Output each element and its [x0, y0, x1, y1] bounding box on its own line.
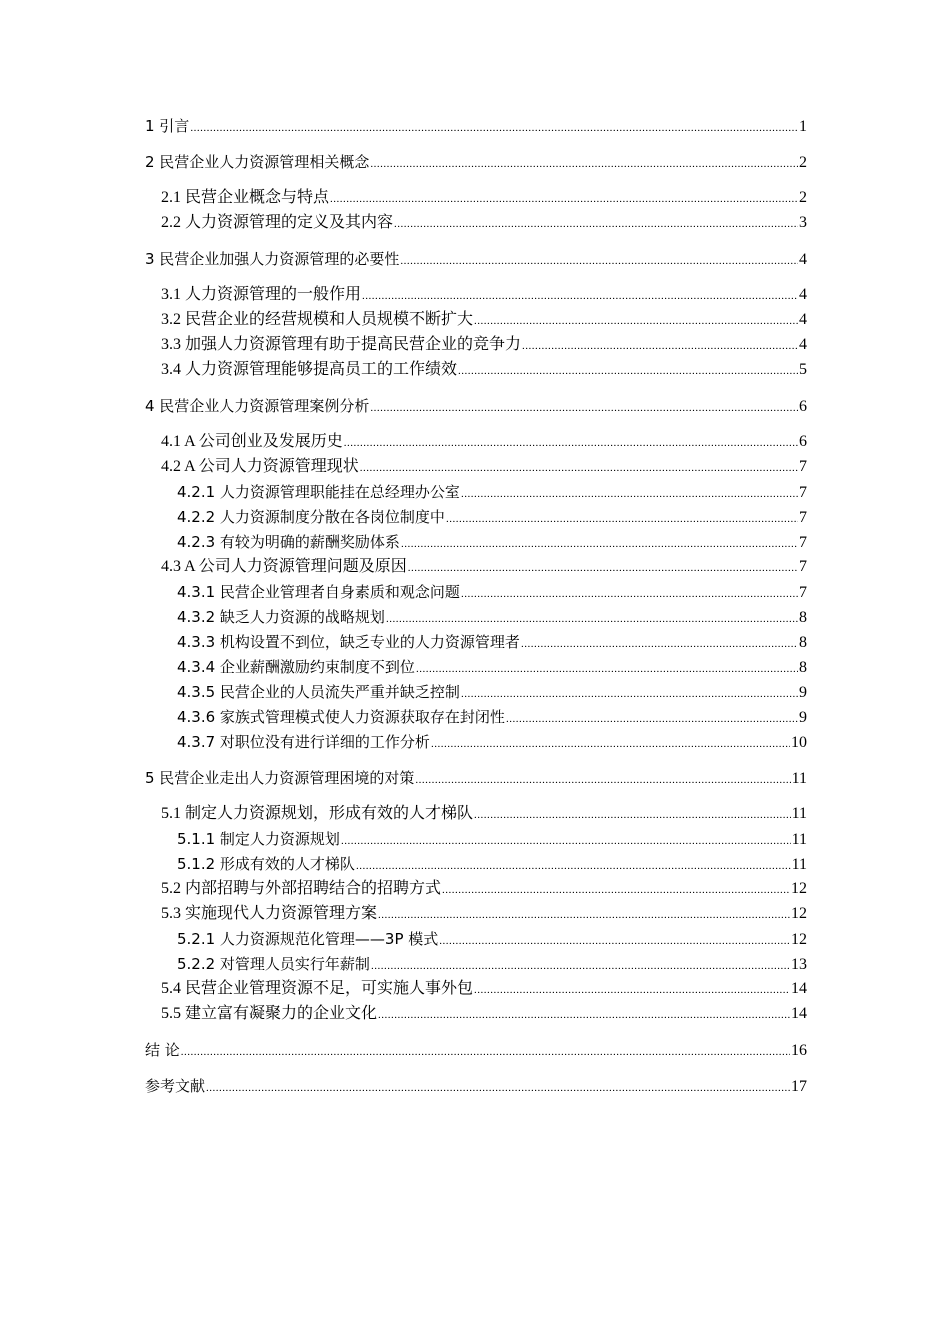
dot-leader: [521, 634, 798, 654]
toc-entry-page-number: 4: [799, 251, 807, 268]
toc-entry[interactable]: [145, 768, 807, 788]
dot-leader: [408, 558, 798, 578]
toc-entry-title: 5.2.1 人力资源规范化管理——3P 模式: [177, 930, 439, 948]
dot-leader: [330, 189, 798, 209]
toc-entry-page-number: 12: [791, 905, 807, 922]
toc-entry-title: 3 民营企业加强人力资源管理的必要性: [145, 250, 400, 268]
toc-entry-title: 4.1 A 公司创业及发展历史: [161, 433, 343, 450]
toc-entry-title: 1 引言: [145, 117, 190, 135]
dot-leader: [344, 433, 798, 453]
dot-leader: [522, 336, 798, 356]
toc-entry[interactable]: [145, 879, 807, 899]
table-of-contents: [145, 116, 807, 1096]
toc-entry-title: 5.2.2 对管理人员实行年薪制: [177, 955, 370, 973]
toc-entry-title: 4.3.4 企业薪酬激励约束制度不到位: [177, 658, 415, 676]
dot-leader: [442, 880, 790, 900]
toc-entry-title: 4.3.3 机构设置不到位，缺乏专业的人力资源管理者: [177, 633, 520, 651]
toc-entry-title: 4.2 A 公司人力资源管理现状: [161, 458, 359, 475]
toc-entry-page-number: 7: [799, 458, 807, 475]
toc-entry[interactable]: [145, 507, 807, 527]
toc-entry[interactable]: [145, 804, 807, 824]
dot-leader: [190, 118, 798, 138]
toc-entry[interactable]: [145, 632, 807, 652]
toc-entry-page-number: 4: [799, 311, 807, 328]
toc-entry-title: 结 论: [145, 1041, 180, 1059]
toc-entry-page-number: 14: [791, 1005, 807, 1022]
toc-entry[interactable]: [145, 152, 807, 172]
toc-entry-page-number: 2: [799, 154, 807, 171]
toc-entry-page-number: 6: [799, 433, 807, 450]
toc-entry-page-number: 7: [799, 584, 807, 601]
dot-leader: [371, 956, 790, 976]
dot-leader: [370, 398, 798, 418]
toc-entry-title: 5.4 民营企业管理资源不足，可实施人事外包: [161, 980, 474, 997]
toc-entry-page-number: 7: [799, 558, 807, 575]
toc-entry-title: 5.1.2 形成有效的人才梯队: [177, 855, 355, 873]
dot-leader: [431, 734, 790, 754]
toc-entry-page-number: 10: [791, 734, 807, 751]
toc-entry[interactable]: [145, 249, 807, 269]
toc-entry[interactable]: [145, 457, 807, 477]
toc-entry[interactable]: [145, 1004, 807, 1024]
dot-leader: [378, 1005, 790, 1025]
dot-leader: [506, 709, 798, 729]
toc-entry-title: 5.5 建立富有凝聚力的企业文化: [161, 1005, 378, 1022]
toc-entry[interactable]: [145, 213, 807, 233]
toc-entry[interactable]: [145, 954, 807, 974]
toc-entry[interactable]: [145, 929, 807, 949]
toc-entry[interactable]: [145, 285, 807, 305]
toc-entry-page-number: 11: [791, 856, 807, 873]
toc-entry-title: 5.2 内部招聘与外部招聘结合的招聘方式: [161, 880, 442, 897]
toc-entry-page-number: 11: [791, 805, 807, 822]
toc-entry-title: 3.4 人力资源管理能够提高员工的工作绩效: [161, 361, 458, 378]
toc-entry[interactable]: [145, 557, 807, 577]
toc-entry-page-number: 8: [799, 609, 807, 626]
dot-leader: [341, 831, 791, 851]
toc-entry[interactable]: [145, 1040, 807, 1060]
toc-entry-title: 5.1 制定人力资源规划，形成有效的人才梯队: [161, 805, 474, 822]
toc-entry-title: 3.3 加强人力资源管理有助于提高民营企业的竞争力: [161, 336, 522, 353]
toc-entry[interactable]: [145, 582, 807, 602]
dot-leader: [378, 905, 790, 925]
toc-entry[interactable]: [145, 607, 807, 627]
toc-entry-page-number: 9: [799, 684, 807, 701]
toc-entry-page-number: 13: [791, 956, 807, 973]
toc-entry-title: 2.2 人力资源管理的定义及其内容: [161, 214, 394, 231]
toc-entry[interactable]: [145, 360, 807, 380]
toc-entry[interactable]: [145, 335, 807, 355]
toc-entry-page-number: 8: [799, 634, 807, 651]
toc-entry[interactable]: [145, 532, 807, 552]
dot-leader: [461, 684, 798, 704]
toc-entry-title: 2 民营企业人力资源管理相关概念: [145, 153, 370, 171]
toc-entry-page-number: 7: [799, 534, 807, 551]
toc-entry[interactable]: [145, 188, 807, 208]
dot-leader: [446, 509, 798, 529]
toc-entry-page-number: 4: [799, 336, 807, 353]
toc-entry[interactable]: [145, 904, 807, 924]
dot-leader: [416, 659, 798, 679]
toc-entry-title: 4.3.5 民营企业的人员流失严重并缺乏控制: [177, 683, 460, 701]
toc-entry-title: 4.2.3 有较为明确的薪酬奖励体系: [177, 533, 400, 551]
toc-entry[interactable]: [145, 396, 807, 416]
toc-entry[interactable]: [145, 432, 807, 452]
toc-entry-title: 2.1 民营企业概念与特点: [161, 189, 330, 206]
dot-leader: [181, 1042, 790, 1062]
toc-entry-title: 4.3.1 民营企业管理者自身素质和观念问题: [177, 583, 460, 601]
dot-leader: [474, 980, 790, 1000]
toc-entry-page-number: 5: [799, 361, 807, 378]
toc-entry-title: 4.3.7 对职位没有进行详细的工作分析: [177, 733, 430, 751]
toc-entry[interactable]: [145, 116, 807, 136]
toc-entry-page-number: 11: [791, 831, 807, 848]
toc-entry-title: 4.3.6 家族式管理模式使人力资源获取存在封闭性: [177, 708, 505, 726]
dot-leader: [206, 1078, 790, 1098]
toc-entry[interactable]: [145, 310, 807, 330]
toc-entry-page-number: 7: [799, 509, 807, 526]
toc-entry-title: 5.1.1 制定人力资源规划: [177, 830, 340, 848]
toc-entry[interactable]: [145, 979, 807, 999]
dot-leader: [362, 286, 798, 306]
toc-entry-title: 4.3.2 缺乏人力资源的战略规划: [177, 608, 385, 626]
dot-leader: [474, 311, 798, 331]
toc-entry-page-number: 8: [799, 659, 807, 676]
toc-entry-title: 4.3 A 公司人力资源管理问题及原因: [161, 558, 407, 575]
dot-leader: [415, 770, 790, 790]
toc-entry-page-number: 17: [791, 1078, 807, 1095]
dot-leader: [356, 856, 791, 876]
toc-entry-title: 3.2 民营企业的经营规模和人员规模不断扩大: [161, 311, 474, 328]
toc-entry[interactable]: [145, 482, 807, 502]
toc-entry-page-number: 2: [799, 189, 807, 206]
dot-leader: [394, 214, 798, 234]
toc-entry[interactable]: [145, 732, 807, 752]
toc-entry-page-number: 9: [799, 709, 807, 726]
dot-leader: [370, 154, 798, 174]
toc-entry-title: 4 民营企业人力资源管理案例分析: [145, 397, 370, 415]
toc-entry-title: 参考文献: [145, 1077, 206, 1095]
dot-leader: [474, 805, 791, 825]
dot-leader: [400, 251, 798, 271]
dot-leader: [461, 484, 798, 504]
toc-entry[interactable]: [145, 707, 807, 727]
toc-entry-page-number: 16: [791, 1042, 807, 1059]
toc-entry[interactable]: [145, 682, 807, 702]
toc-entry-title: 5.3 实施现代人力资源管理方案: [161, 905, 378, 922]
toc-entry-page-number: 7: [799, 484, 807, 501]
toc-entry[interactable]: [145, 657, 807, 677]
toc-entry[interactable]: [145, 829, 807, 849]
toc-entry-title: 4.2.1 人力资源管理职能挂在总经理办公室: [177, 483, 460, 501]
toc-entry[interactable]: [145, 1076, 807, 1096]
dot-leader: [461, 584, 798, 604]
toc-entry-title: 3.1 人力资源管理的一般作用: [161, 286, 362, 303]
toc-entry-title: 4.2.2 人力资源制度分散在各岗位制度中: [177, 508, 445, 526]
toc-entry-page-number: 6: [799, 398, 807, 415]
dot-leader: [439, 931, 790, 951]
dot-leader: [386, 609, 798, 629]
toc-entry-page-number: 11: [791, 770, 807, 787]
toc-entry-page-number: 14: [791, 980, 807, 997]
dot-leader: [360, 458, 798, 478]
toc-entry-page-number: 1: [799, 118, 807, 135]
dot-leader: [401, 534, 798, 554]
toc-entry[interactable]: [145, 854, 807, 874]
toc-entry-page-number: 12: [791, 931, 807, 948]
toc-entry-page-number: 4: [799, 286, 807, 303]
toc-entry-page-number: 3: [799, 214, 807, 231]
toc-entry-title: 5 民营企业走出人力资源管理困境的对策: [145, 769, 415, 787]
toc-entry-page-number: 12: [791, 880, 807, 897]
dot-leader: [458, 361, 798, 381]
